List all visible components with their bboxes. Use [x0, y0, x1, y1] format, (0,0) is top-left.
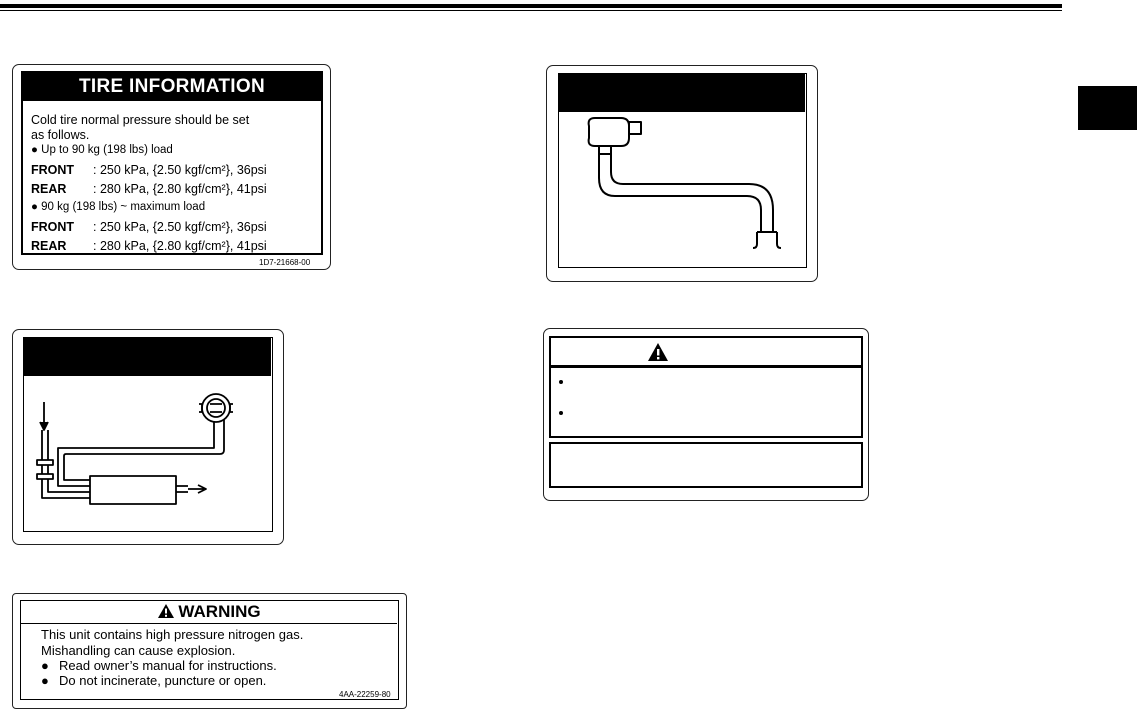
hose-line-inner — [611, 154, 773, 232]
connector-spigot-icon — [599, 146, 611, 154]
caution-label — [543, 328, 869, 501]
warning-title-text: WARNING — [178, 602, 261, 621]
nitrogen-warning-label — [12, 593, 407, 709]
warning-title — [21, 601, 397, 624]
clamp-upper-icon — [37, 460, 53, 465]
outlet-arrow-icon — [188, 485, 206, 493]
warning-line-1: This unit contains high pressure nitrogen gas. — [41, 627, 304, 642]
inlet-arrow-icon — [40, 422, 48, 430]
tire-intro-line-2: as follows. — [31, 128, 90, 142]
caution-body-box — [549, 366, 863, 438]
hose-routing-diagram — [559, 112, 805, 266]
tire-s2-front-row — [31, 220, 316, 235]
bullet-symbol: ● — [41, 673, 49, 688]
tire-information-panel — [21, 71, 323, 255]
warning-line-2: Mishandling can cause explosion. — [41, 643, 236, 658]
rear-key: REAR — [31, 182, 67, 196]
warning-bullet-1-text: Read owner’s manual for instructions. — [59, 658, 277, 673]
bullet-symbol: ● — [41, 658, 49, 673]
hose-routing-label — [546, 65, 818, 282]
s2-rear-value: : 280 kPa, {2.80 kgf/cm²}, 41psi — [93, 239, 267, 253]
warning-bullet-1 — [41, 658, 277, 673]
rear-key: REAR — [31, 239, 67, 253]
connector-body-icon — [589, 118, 629, 146]
valve-routing-diagram — [24, 376, 271, 530]
header-rule-thick — [0, 4, 1062, 8]
warning-triangle-icon — [157, 603, 175, 619]
bullet-dot — [559, 411, 563, 415]
hose-routing-panel — [558, 73, 807, 268]
canister-icon — [90, 476, 176, 504]
tire-s1-front-row — [31, 163, 316, 178]
hose-label-header-bar — [559, 74, 805, 112]
caution-header-box — [549, 336, 863, 367]
valve-routing-label — [12, 329, 284, 545]
valve-routing-panel — [23, 337, 273, 532]
valve-label-header-bar — [24, 338, 271, 376]
gauge-inner-icon — [207, 399, 225, 417]
tire-section-2-heading: ● 90 kg (198 lbs) ~ maximum load — [31, 201, 206, 213]
section-tab-marker — [1078, 86, 1137, 130]
warning-label-code: 4AA-22259-80 — [339, 690, 391, 699]
header-rule-thin — [0, 10, 1062, 11]
tire-information-label — [12, 64, 331, 270]
tire-label-code: 1D7-21668-00 — [259, 258, 311, 267]
nitrogen-warning-panel — [20, 600, 399, 700]
s1-rear-value: : 280 kPa, {2.80 kgf/cm²}, 41psi — [93, 182, 267, 196]
clamp-lower-icon — [37, 474, 53, 479]
s2-front-value: : 250 kPa, {2.50 kgf/cm²}, 36psi — [93, 220, 267, 234]
tire-information-title: TIRE INFORMATION — [23, 73, 321, 101]
warning-bullet-2-text: Do not incinerate, puncture or open. — [59, 673, 267, 688]
tire-section-1-heading: ● Up to 90 kg (198 lbs) load — [31, 144, 173, 156]
pipe-end-icon — [753, 232, 781, 248]
outlet-pipe — [176, 486, 188, 492]
tire-s1-rear-row — [31, 182, 316, 197]
bullet-dot — [559, 380, 563, 384]
warning-triangle-icon — [647, 342, 669, 362]
connector-tab-icon — [629, 122, 641, 134]
front-key: FRONT — [31, 163, 75, 177]
warning-bullet-2 — [41, 673, 266, 688]
tire-intro-line-1: Cold tire normal pressure should be set — [31, 113, 250, 127]
s1-front-value: : 250 kPa, {2.50 kgf/cm²}, 36psi — [93, 163, 267, 177]
tire-s2-rear-row — [31, 239, 316, 254]
front-key: FRONT — [31, 220, 75, 234]
caution-footer-box — [549, 442, 863, 488]
hose-line-outer — [599, 154, 761, 232]
